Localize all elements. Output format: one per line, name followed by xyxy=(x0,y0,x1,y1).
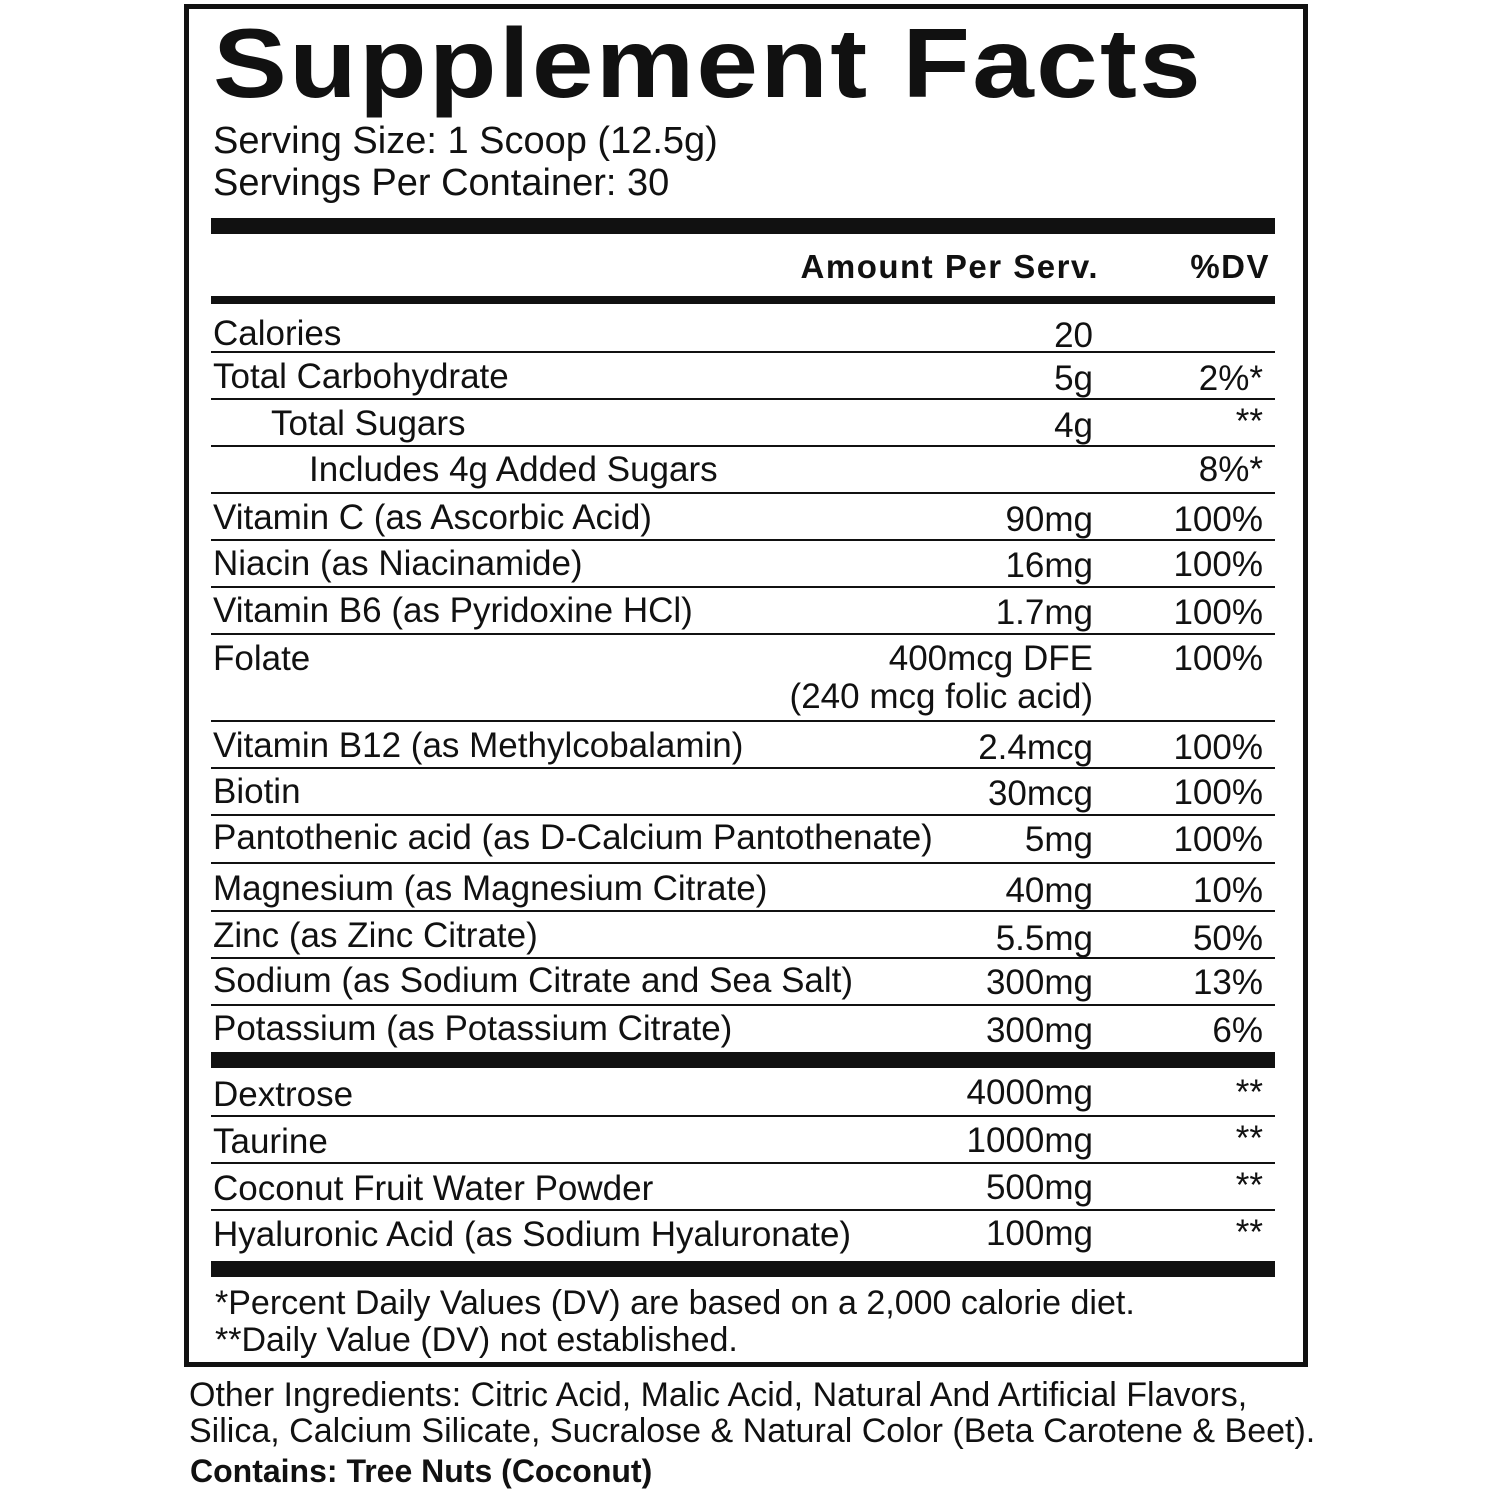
nutrient-name: Magnesium (as Magnesium Citrate) xyxy=(213,869,768,908)
nutrient-row xyxy=(211,722,1275,769)
serving-size: Serving Size: 1 Scoop (12.5g) xyxy=(213,120,718,162)
nutrient-name: Vitamin C (as Ascorbic Acid) xyxy=(213,498,652,537)
nutrient-name: Coconut Fruit Water Powder xyxy=(213,1169,654,1208)
header-dv: %DV xyxy=(1190,248,1270,285)
nutrient-amount: 30mcg xyxy=(987,774,1093,813)
other-nutrient-row xyxy=(211,1117,1275,1164)
other-ingredients-line-2: Silica, Calcium Silicate, Sucralose & Natural Color (Beta Carotene & Beet). xyxy=(189,1412,1316,1450)
nutrient-row xyxy=(211,1006,1275,1052)
nutrient-name: Niacin (as Niacinamide) xyxy=(213,544,583,583)
nutrient-dv: 100% xyxy=(1173,773,1263,812)
nutrient-name: Zinc (as Zinc Citrate) xyxy=(213,916,538,955)
nutrient-amount: 4000mg xyxy=(966,1073,1093,1112)
nutrient-name: Vitamin B12 (as Methylcobalamin) xyxy=(213,726,744,765)
nutrient-name: Taurine xyxy=(213,1122,328,1161)
nutrient-dv: 100% xyxy=(1173,593,1263,632)
nutrient-dv: 13% xyxy=(1192,963,1263,1002)
nutrient-dv: 100% xyxy=(1173,820,1263,859)
nutrient-amount: 1000mg xyxy=(966,1121,1093,1160)
nutrient-amount: 100mg xyxy=(985,1214,1093,1253)
nutrient-dv: ** xyxy=(1235,1166,1263,1205)
nutrient-amount: 300mg xyxy=(985,963,1093,1002)
nutrient-row xyxy=(211,447,1275,494)
nutrient-row xyxy=(211,353,1275,400)
other-nutrient-row xyxy=(211,1211,1275,1261)
nutrient-row xyxy=(211,864,1275,912)
nutrient-name: Calories xyxy=(213,314,342,353)
nutrient-dv: 50% xyxy=(1192,919,1263,958)
label-title: Supplement Facts xyxy=(213,8,1203,118)
nutrient-amount: 5g xyxy=(1054,359,1093,398)
nutrient-name: Hyaluronic Acid (as Sodium Hyaluronate) xyxy=(213,1215,852,1254)
nutrient-dv: ** xyxy=(1235,402,1263,441)
nutrient-name: Dextrose xyxy=(213,1075,354,1114)
allergen-contains: Contains: Tree Nuts (Coconut) xyxy=(190,1453,653,1489)
nutrient-row xyxy=(211,588,1275,635)
nutrient-dv: 2%* xyxy=(1198,359,1263,398)
nutrient-amount: 4g xyxy=(1054,406,1093,445)
nutrient-dv: ** xyxy=(1235,1119,1263,1158)
nutrient-name: Includes 4g Added Sugars xyxy=(309,450,718,489)
nutrient-amount: 300mg xyxy=(985,1011,1093,1050)
nutrient-name: Vitamin B6 (as Pyridoxine HCl) xyxy=(213,591,693,630)
nutrient-name: Total Carbohydrate xyxy=(213,357,509,396)
nutrient-dv: 6% xyxy=(1212,1011,1263,1050)
thick-divider xyxy=(211,218,1275,234)
nutrient-dv: 10% xyxy=(1192,871,1263,910)
nutrient-amount: 1.7mg xyxy=(995,593,1093,632)
nutrient-dv: ** xyxy=(1235,1073,1263,1112)
servings-per-container: Servings Per Container: 30 xyxy=(213,162,670,204)
nutrient-name: Total Sugars xyxy=(271,404,466,443)
nutrient-row xyxy=(211,959,1275,1006)
nutrient-row xyxy=(211,816,1275,864)
nutrient-name: Potassium (as Potassium Citrate) xyxy=(213,1009,733,1048)
nutrient-row xyxy=(211,912,1275,959)
footnote-not-established: **Daily Value (DV) not established. xyxy=(215,1321,738,1359)
nutrient-amount-note: (240 mcg folic acid) xyxy=(789,677,1093,716)
thick-divider xyxy=(211,1261,1275,1277)
nutrient-row xyxy=(211,400,1275,447)
other-ingredients-line-1: Other Ingredients: Citric Acid, Malic Acid, Natural And Artificial Flavors, xyxy=(189,1376,1248,1414)
nutrient-row-folate xyxy=(211,635,1275,722)
nutrient-row xyxy=(211,304,1275,353)
nutrient-name: Pantothenic acid (as D-Calcium Pantothenate) xyxy=(213,818,933,857)
other-nutrient-row xyxy=(211,1164,1275,1211)
nutrient-dv: 100% xyxy=(1173,545,1263,584)
nutrient-amount: 20 xyxy=(1054,316,1093,355)
nutrient-amount: 400mcg DFE xyxy=(888,639,1093,678)
nutrient-row xyxy=(211,769,1275,816)
medium-divider xyxy=(211,296,1275,304)
nutrient-dv: 100% xyxy=(1173,728,1263,767)
nutrient-dv: ** xyxy=(1235,1213,1263,1252)
header-amount: Amount Per Serv. xyxy=(800,248,1099,285)
nutrient-dv: 100% xyxy=(1173,500,1263,539)
nutrient-amount: 5mg xyxy=(1024,820,1093,859)
nutrient-name: Folate xyxy=(213,639,311,678)
nutrient-amount: 40mg xyxy=(1005,871,1093,910)
nutrient-name: Sodium (as Sodium Citrate and Sea Salt) xyxy=(213,961,854,1000)
thick-divider xyxy=(211,1052,1275,1068)
nutrient-amount: 2.4mcg xyxy=(978,728,1093,767)
nutrient-row xyxy=(211,541,1275,588)
footnote-dv: *Percent Daily Values (DV) are based on a 2,000 calorie diet. xyxy=(215,1284,1135,1322)
nutrient-amount: 90mg xyxy=(1005,500,1093,539)
other-nutrient-row xyxy=(211,1068,1275,1117)
nutrient-amount: 16mg xyxy=(1005,546,1093,585)
nutrient-dv: 8%* xyxy=(1198,450,1263,489)
nutrient-row xyxy=(211,494,1275,541)
nutrient-amount: 500mg xyxy=(985,1168,1093,1207)
nutrient-dv: 100% xyxy=(1173,639,1263,678)
nutrient-name: Biotin xyxy=(213,772,301,811)
nutrient-amount: 5.5mg xyxy=(995,919,1093,958)
